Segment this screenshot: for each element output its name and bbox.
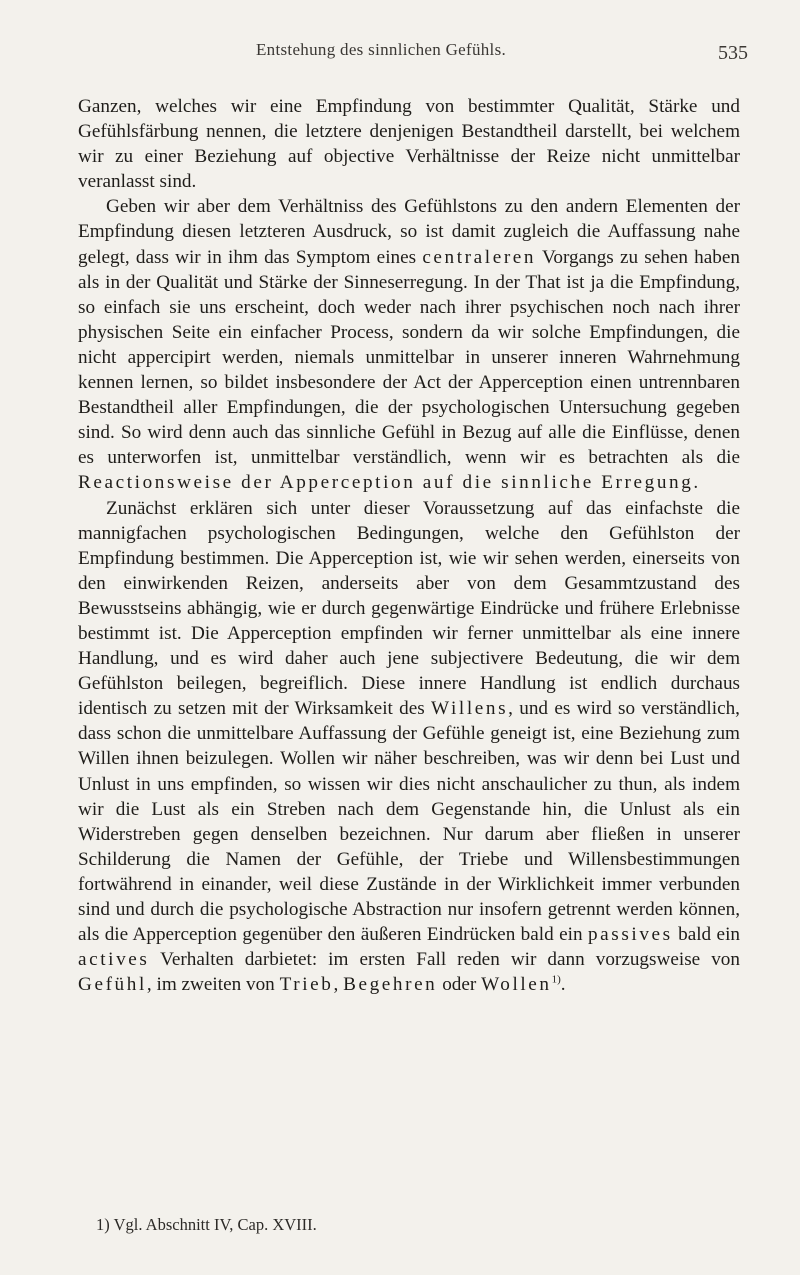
spaced-emphasis: passives bbox=[587, 924, 673, 946]
text-run: bald ein bbox=[672, 924, 740, 946]
spaced-emphasis: Wollen bbox=[481, 974, 552, 996]
spaced-emphasis: Willens bbox=[431, 698, 509, 720]
spaced-emphasis: Trieb bbox=[279, 974, 334, 996]
text-run: , und es wird so verständlich, dass schon die unmittelbare Auffassung der Gefühle geneigt ist, eine Beziehung zum Willen ihnen beizulegen. Wollen wir näher beschreiben, was wir denn bei Lust und Unlust in uns empfinden, so wissen wir dies nicht anschaulicher zu thun, als indem wir die Lust als ein Streben nach dem Gegenstande hin, die Unlust als ein Widerstreben gegen denselben bezeichnen. Nur darum aber fließen in unserer Schilderung die Namen der Gefühle, der Triebe und Willensbestimmungen fortwährend in einander, weil diese Zustände in der Wirklichkeit immer verbunden sind und durch die psychologische Abstraction nur insofern getrennt werden können, als die Apperception gegenüber den äußeren Eindrücken bald ein bbox=[78, 698, 740, 946]
text-run: . bbox=[560, 974, 566, 996]
running-title: Entstehung des sinnlichen Gefühls. bbox=[256, 40, 507, 59]
footnote-text: Vgl. Abschnitt IV, Cap. XVIII. bbox=[113, 1215, 317, 1234]
body-text bbox=[78, 94, 740, 997]
text-run: oder bbox=[437, 974, 482, 996]
text-run: , bbox=[333, 974, 344, 996]
text-run: Ganzen, welches wir eine Empfindung von bestimmter Qualität, Stärke und Gefühlsfärbung nennen, die letztere denjenigen Bestandtheil darstellt, bei welchem wir zu einer Beziehung auf objective Verhältnisse der Reize nicht unmittelbar veranlasst sind. bbox=[78, 96, 740, 193]
text-run: Verhalten darbietet: im ersten Fall reden wir dann vorzugsweise von bbox=[149, 949, 740, 971]
spaced-emphasis: Reactionsweise der Apperception auf die sinnliche Erregung. bbox=[78, 472, 701, 494]
spaced-emphasis: centraleren bbox=[422, 246, 537, 268]
footnote-ref: 1) bbox=[551, 973, 561, 986]
text-run: , im zweiten von bbox=[146, 974, 280, 996]
footnote bbox=[96, 1215, 317, 1235]
spaced-emphasis: Gefühl bbox=[78, 974, 147, 996]
spaced-emphasis: Begehren bbox=[343, 974, 438, 996]
page-number: 535 bbox=[718, 42, 748, 64]
text-run: Vorgangs zu sehen haben als in der Qualität und Stärke der Sinneserregung. In der That ist ja die Empfindung, so einfach sie uns erscheint, doch weder nach ihrer psychischen noch nach ihrer physischen Seite ein einfacher Process, sondern da wir solche Empfindungen, die nicht appercipirt werden, niemals unmittelbar in unserer inneren Wahrnehmung kennen lernen, so bildet insbesondere der Act der Apperception einen untrennbaren Bestandtheil aller Empfindungen, die der psychologischen Untersuchung gegeben sind. So wird denn auch das sinnliche Gefühl in Bezug auf alle die Einflüsse, denen es unterworfen ist, unmittelbar verständlich, wenn wir es betrachten als die bbox=[78, 246, 740, 469]
paragraph-3 bbox=[78, 496, 740, 998]
footnote-marker: 1) bbox=[96, 1215, 110, 1234]
running-head bbox=[0, 40, 800, 64]
paragraph-1 bbox=[78, 94, 740, 194]
paragraph-2 bbox=[78, 194, 740, 495]
text-run: Zunächst erklären sich unter dieser Voraussetzung auf das einfachste die mannigfachen psychologischen Bedingungen, welche den Gefühlston der Empfindung bestimmen. Die Apperception ist, wie wir sehen werden, einerseits von den einwirkenden Reizen, anderseits aber von dem Gesammtzustand des Bewusstseins abhängig, wie er durch gegenwärtige Eindrücke und frühere Erlebnisse bestimmt ist. Die Apperception empfinden wir ferner unmittelbar als eine innere Handlung, und es wird daher auch jene subjectivere Bedeutung, die wir dem Gefühlston beilegen, begreiflich. Diese innere Handlung ist endlich durchaus identisch zu setzen mit der Wirksamkeit des bbox=[78, 497, 740, 720]
spaced-emphasis: actives bbox=[78, 949, 150, 971]
text-run: Geben wir aber dem Verhältniss des Gefühlstons zu den andern Elementen der Empfindung diesen letzteren Ausdruck, so ist damit zugleich die Auffassung nahe gelegt, dass wir in ihm das Symptom eines bbox=[78, 196, 740, 268]
